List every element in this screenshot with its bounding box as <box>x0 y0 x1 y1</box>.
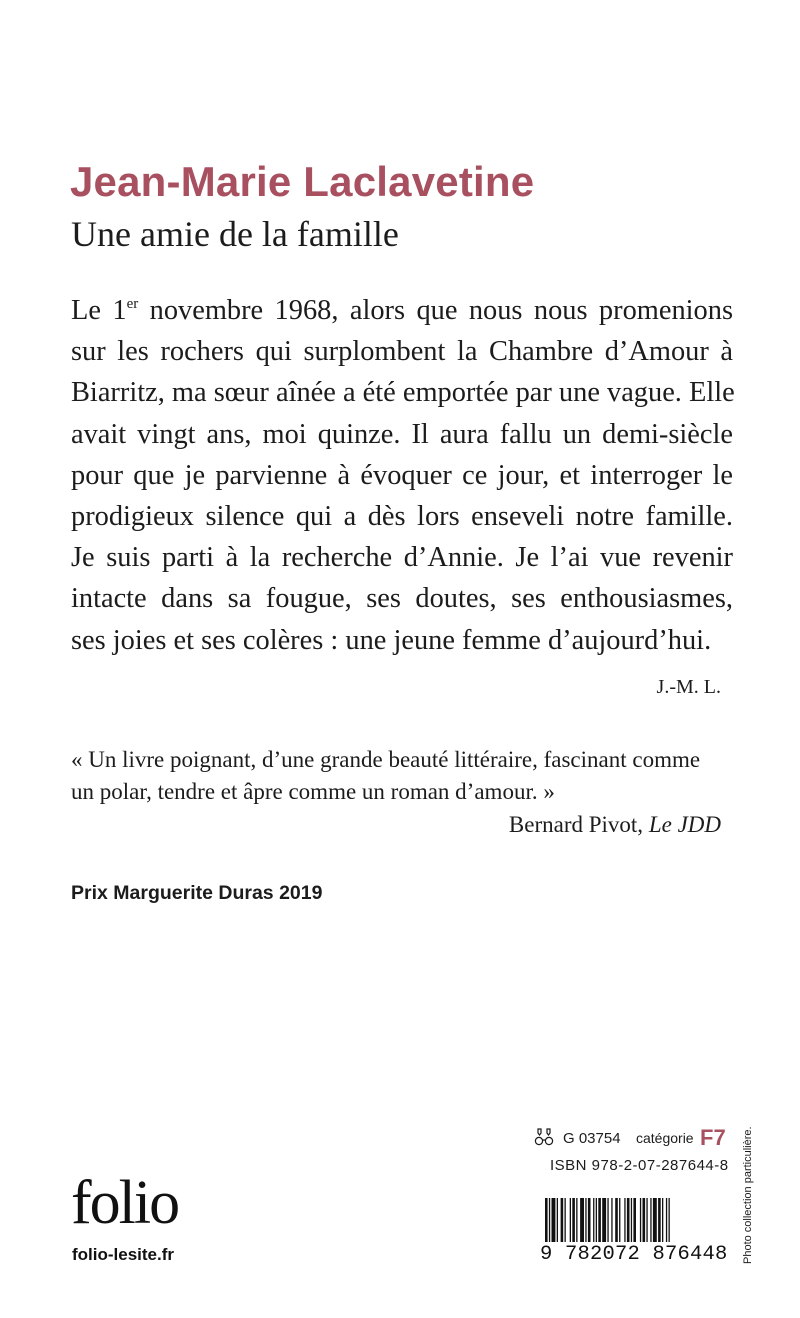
barcode-bar <box>598 1198 601 1242</box>
barcode-bar <box>611 1198 612 1242</box>
barcode-bar <box>561 1198 564 1242</box>
barcode-bar <box>557 1198 558 1242</box>
barcode-bar <box>570 1198 571 1242</box>
publisher-website: folio-lesite.fr <box>72 1245 175 1264</box>
blurb-line: sur les rochers qui surplombent la Chambre d’Amour à <box>71 336 733 368</box>
barcode-bar <box>633 1198 636 1242</box>
barcode-bar <box>572 1198 575 1242</box>
ordinal-superscript: er <box>126 296 139 312</box>
blurb-line: Biarritz, ma sœur aînée a été emportée par une vague. Elle <box>71 377 735 409</box>
barcode-bar <box>653 1198 657 1242</box>
barcode-bar <box>666 1198 667 1242</box>
author-name: Jean-Marie Laclavetine <box>70 158 535 205</box>
blurb-line: ses joies et ses colères : une jeune femme d’aujourd’hui. <box>71 624 712 656</box>
category-code: F7 <box>700 1125 726 1150</box>
barcode-bar <box>545 1198 548 1242</box>
barcode-bar <box>596 1198 597 1242</box>
barcode-bar <box>646 1198 647 1242</box>
blurb-line: prodigieux silence qui a dès lors enseveli notre famille. <box>71 501 733 533</box>
barcode-bar <box>615 1198 618 1242</box>
barcode-bar <box>602 1198 606 1242</box>
catalog-code: G 03754 <box>563 1130 621 1147</box>
barcode-bar <box>585 1198 586 1242</box>
book-title: Une amie de la famille <box>71 214 399 254</box>
barcode-bar <box>643 1198 646 1242</box>
barcode <box>545 1198 717 1248</box>
review-author: Bernard Pivot, <box>508 812 649 837</box>
barcode-bar <box>565 1198 566 1242</box>
blurb-signature: J.-M. L. <box>656 676 721 698</box>
isbn: ISBN 978-2-07-287644-8 <box>550 1157 729 1174</box>
barcode-bar <box>650 1198 651 1242</box>
barcode-bar <box>658 1198 661 1242</box>
blurb-line <box>71 290 733 331</box>
blurb-text: novembre 1968, alors que nous nous promenions <box>138 295 733 326</box>
review-quote <box>71 744 721 808</box>
blurb-text: Le 1 <box>71 295 127 326</box>
barcode-bar <box>607 1198 608 1242</box>
blurb <box>71 290 733 661</box>
folio-logo: folio <box>71 1169 179 1237</box>
barcode-bar <box>549 1198 550 1242</box>
barcode-bar <box>669 1198 670 1242</box>
barcode-bar <box>624 1198 625 1242</box>
gallimard-emblem-icon <box>533 1127 555 1147</box>
barcode-bar <box>631 1198 632 1242</box>
barcode-bar <box>627 1198 630 1242</box>
blurb-line: intacte dans sa fougue, ses doutes, ses enthousiasmes, <box>71 583 733 615</box>
photo-credit: Photo collection particulière. <box>742 1126 754 1264</box>
barcode-bar <box>619 1198 620 1242</box>
prize: Prix Marguerite Duras 2019 <box>71 882 323 904</box>
barcode-bar <box>552 1198 556 1242</box>
review-line: un polar, tendre et âpre comme un roman d’amour. » <box>71 779 555 804</box>
barcode-bar <box>662 1198 663 1242</box>
review-publication: Le JDD <box>648 812 721 837</box>
category-label: catégorie <box>636 1130 694 1146</box>
blurb-line: avait vingt ans, moi quinze. Il aura fallu un demi-siècle <box>71 418 733 450</box>
barcode-bar <box>593 1198 594 1242</box>
barcode-bar <box>640 1198 641 1242</box>
barcode-digits: 9 782072 876448 <box>540 1243 728 1266</box>
review-source <box>509 812 721 838</box>
barcode-bar <box>576 1198 577 1242</box>
barcode-bar <box>580 1198 584 1242</box>
review-line: « Un livre poignant, d’une grande beauté littéraire, fascinant comme <box>71 747 701 772</box>
blurb-line: Je suis parti à la recherche d’Annie. Je l’ai vue revenir <box>71 542 733 574</box>
barcode-bar <box>588 1198 591 1242</box>
blurb-line: pour que je parvienne à évoquer ce jour, et interroger le <box>71 459 733 491</box>
